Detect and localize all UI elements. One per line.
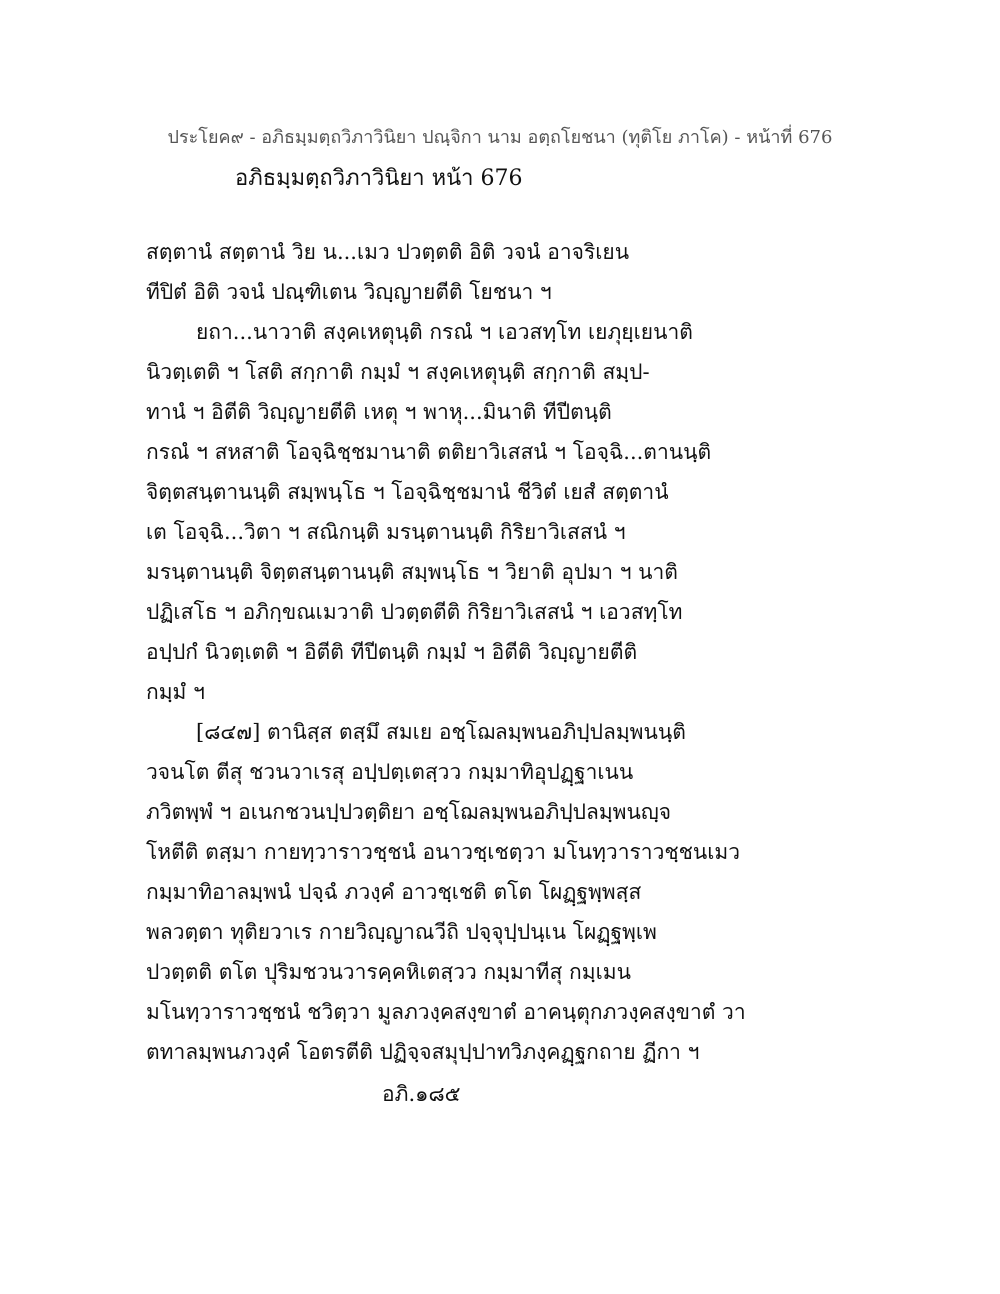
text-line: ภวิตพฺพํ ฯ อเนกชวนปฺปวตฺติยา อชฺโฌลมฺพนอภิปฺปลมฺพนญฺจ: [146, 800, 672, 824]
text-line: จิตฺตสนฺตานนฺติ สมฺพนฺโธ ฯ โอจฺฉิชฺชมานํ ชีวิตํ เยสํ สตฺตานํ: [146, 480, 669, 504]
text-line: [๘๔๗] ตานิสฺส ตสฺมึ สมเย อชฺโฌลมฺพนอภิปฺปลมฺพนนฺติ: [196, 720, 686, 744]
text-line: พลวตฺตา ทุติยวาเร กายวิญฺญาณวีถิ ปจฺจุปฺปนฺเน โผฏฺฐพฺเพ: [146, 920, 657, 944]
page-title: อภิธมฺมตฺถวิภาวินิยา หน้า 676: [235, 166, 523, 191]
body-text: [146, 232, 746, 1072]
text-line: อปฺปกํ นิวตฺเตติ ฯ อิตีติ ทีปีตนฺติ กมฺมํ ฯ อิตีติ วิญฺญายตีติ: [146, 640, 638, 664]
text-line: กมฺมํ ฯ: [146, 680, 205, 704]
text-line: เต โอจฺฉิ...วิตา ฯ สณิกนฺติ มรนฺตานนฺติ กิริยาวิเสสนํ ฯ: [146, 520, 626, 544]
text-line: ทีปิตํ อิติ วจนํ ปณฺฑิเตน วิญฺญายตีติ โยชนา ฯ: [146, 280, 552, 304]
text-line: ทานํ ฯ อิตีติ วิญฺญายตีติ เหตุ ฯ พาหุ...มินาติ ทีปีตนฺติ: [146, 400, 612, 424]
text-line: มรนฺตานนฺติ จิตฺตสนฺตานนฺติ สมฺพนฺโธ ฯ วิยาติ อุปมา ฯ นาติ: [146, 560, 678, 584]
text-line: โหตีติ ตสฺมา กายทฺวาราวชฺชนํ อนาวชฺเชตฺวา มโนทฺวาราวชฺชนเมว: [146, 840, 741, 864]
text-line: ยถา...นาวาติ สงฺคเหตุนฺติ กรณํ ฯ เอวสทฺโท เยภุยฺเยนาติ: [196, 320, 693, 344]
text-line: ปวตฺตติ ตโต ปุริมชวนวารคฺคหิเตสฺวว กมฺมาทีสุ กมฺเมน: [146, 960, 631, 984]
text-line: มโนทฺวาราวชฺชนํ ชวิตฺวา มูลภวงฺคสงฺขาตํ อาคนฺตุกภวงฺคสงฺขาตํ วา: [146, 1000, 746, 1024]
footer-reference: อภิ.๑๘๕: [382, 1082, 461, 1106]
text-line: กมฺมาทิอาลมฺพนํ ปจฺฉํ ภวงฺคํ อาวชฺเชติ ตโต โผฏฺฐพฺพสฺส: [146, 880, 642, 904]
text-line: กรณํ ฯ สหสาติ โอจฺฉิชฺชมานาติ ตติยาวิเสสนํ ฯ โอจฺฉิ...ตานนฺติ: [146, 440, 712, 464]
text-line: วจนโต ตีสุ ชวนวาเรสุ อปฺปตฺเตสฺวว กมฺมาทิอุปฏฺฐาเนน: [146, 760, 634, 784]
text-line: ปฏิเสโธ ฯ อภิกฺขณเมวาติ ปวตฺตตีติ กิริยาวิเสสนํ ฯ เอวสทฺโท: [146, 600, 683, 624]
text-line: ตทาลมฺพนภวงฺคํ โอตรตีติ ปฏิจฺจสมุปฺปาทวิภงฺคฏฺฐกถาย ฏีกา ฯ: [146, 1040, 700, 1064]
text-line: สตฺตานํ สตฺตานํ วิย น...เมว ปวตฺตติ อิติ วจนํ อาจริเยน: [146, 240, 630, 264]
text-line: นิวตฺเตติ ฯ โสติ สกฺกาติ กมฺมํ ฯ สงฺคเหตุนฺติ สกฺกาติ สมฺป-: [146, 360, 650, 384]
running-head: ประโยค๙ - อภิธมฺมตฺถวิภาวินิยา ปณฺจิกา นาม อตฺถโยชนา (ทุติโย ภาโค) - หน้าที่ 676: [167, 127, 833, 148]
